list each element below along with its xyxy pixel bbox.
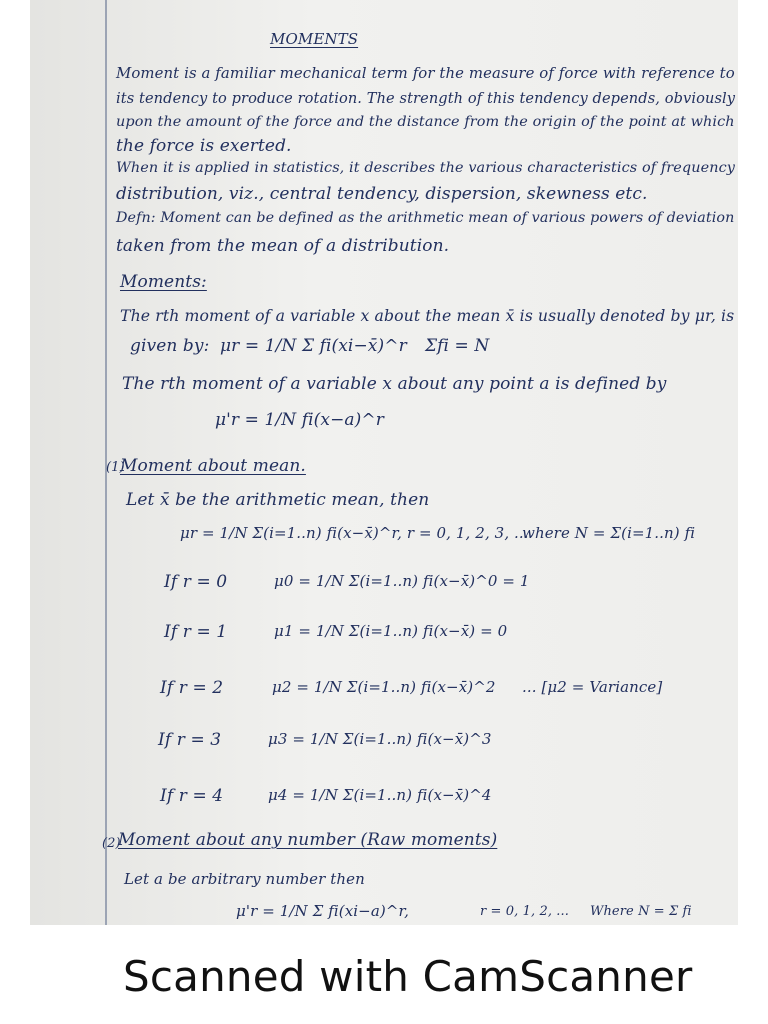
- section-1-heading: Moment about mean.: [120, 456, 306, 476]
- variance-note: ... [μ2 = Variance]: [522, 678, 663, 696]
- definition-line-2: taken from the mean of a distribution.: [116, 236, 450, 256]
- notebook-page: [30, 0, 738, 925]
- sum-frequency-constraint: Σfi = N: [425, 336, 490, 356]
- case-r4-expression: μ4 = 1/N Σ(i=1..n) fi(x−x̄)^4: [268, 786, 492, 804]
- raw-moment-formula: μ'r = 1/N Σ fi(xi−a)^r,: [236, 902, 409, 920]
- intro-line-6: distribution, viz., central tendency, dispersion, skewness etc.: [116, 184, 648, 204]
- raw-moment-where: Where N = Σ fi: [590, 904, 692, 919]
- intro-line-4: the force is exerted.: [116, 136, 292, 156]
- case-r1-condition: If r = 1: [164, 622, 228, 642]
- page-title: MOMENTS: [270, 30, 359, 48]
- case-r3-condition: If r = 3: [158, 730, 222, 750]
- case-r1-expression: μ1 = 1/N Σ(i=1..n) fi(x−x̄) = 0: [274, 622, 508, 640]
- given-by-label: given by:: [130, 336, 210, 356]
- definition-line-1: Defn: Moment can be defined as the arithmetic mean of various powers of deviation: [116, 210, 735, 226]
- case-r3-expression: μ3 = 1/N Σ(i=1..n) fi(x−x̄)^3: [268, 730, 492, 748]
- section-1-general-formula: μr = 1/N Σ(i=1..n) fi(x−x̄)^r, r = 0, 1, 2, 3, ...: [180, 524, 529, 542]
- section-2-heading: Moment about any number (Raw moments): [118, 830, 498, 850]
- section-2-intro: Let a be arbitrary number then: [124, 870, 365, 888]
- intro-line-5: When it is applied in statistics, it describes the various characteristics of frequency: [116, 160, 736, 176]
- section-1-marker: (1): [106, 460, 125, 475]
- about-point-formula: μ'r = 1/N fi(x−a)^r: [215, 410, 384, 430]
- intro-line-2: its tendency to produce rotation. The strength of this tendency depends, obviously: [116, 90, 736, 107]
- case-r4-condition: If r = 4: [160, 786, 224, 806]
- case-r2-expression: μ2 = 1/N Σ(i=1..n) fi(x−x̄)^2: [272, 678, 496, 696]
- case-r0-expression: μ0 = 1/N Σ(i=1..n) fi(x−x̄)^0 = 1: [274, 572, 530, 590]
- camscanner-watermark: Scanned with CamScanner: [123, 952, 693, 1001]
- raw-moment-range: r = 0, 1, 2, ...: [480, 904, 569, 919]
- moments-heading: Moments:: [120, 272, 207, 292]
- intro-line-3: upon the amount of the force and the distance from the origin of the point at which: [116, 114, 735, 130]
- intro-line-1: Moment is a familiar mechanical term for the measure of force with reference to: [116, 64, 735, 82]
- case-r0-condition: If r = 0: [164, 572, 228, 592]
- case-r2-condition: If r = 2: [160, 678, 224, 698]
- about-point-line: The rth moment of a variable x about any point a is defined by: [122, 374, 667, 394]
- section-1-where: where N = Σ(i=1..n) fi: [522, 524, 696, 542]
- section-1-intro: Let x̄ be the arithmetic mean, then: [126, 490, 430, 510]
- section-2-marker: (2): [102, 836, 121, 851]
- rth-moment-formula: μr = 1/N Σ fi(xi−x̄)^r: [220, 336, 407, 356]
- rth-moment-line: The rth moment of a variable x about the mean x̄ is usually denoted by μr, is: [120, 306, 735, 325]
